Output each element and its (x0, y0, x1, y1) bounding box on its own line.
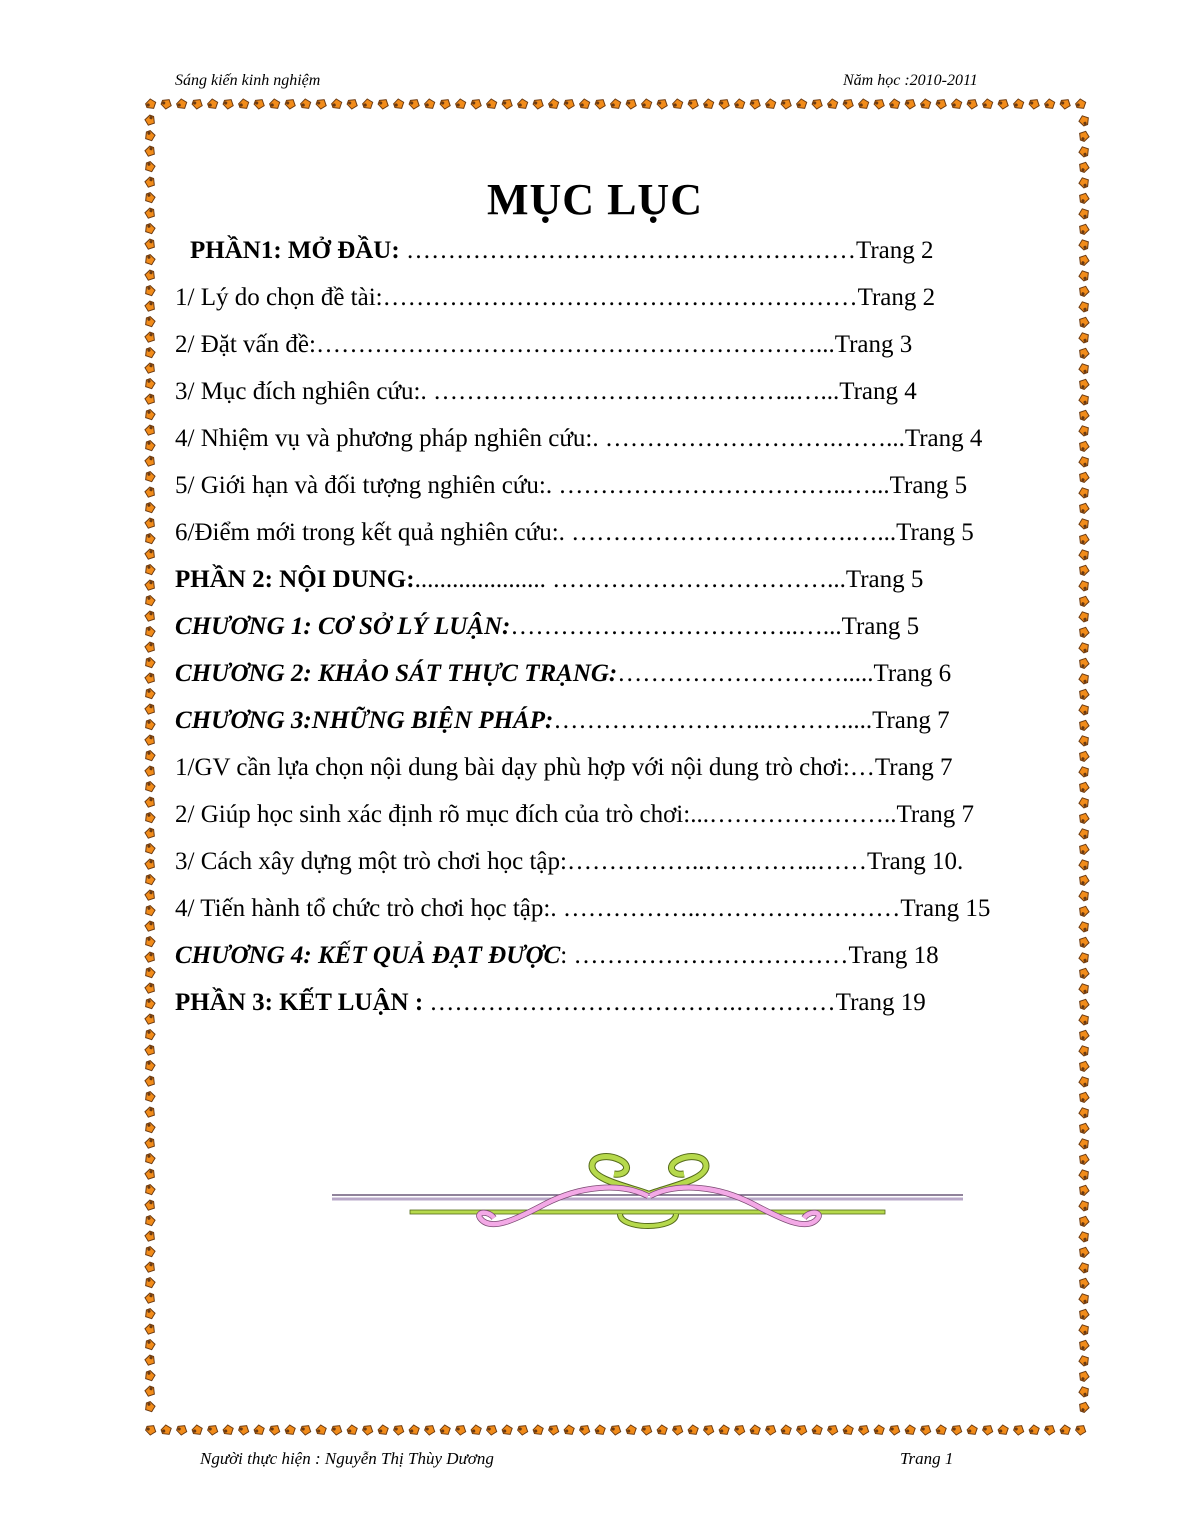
toc-entry-label: 6/Điểm mới trong kết quả nghiên cứu:. (175, 519, 565, 546)
toc-entry-dots: ………………………..... (617, 660, 874, 687)
header-doc-type: Sáng kiến kinh nghiệm (175, 72, 321, 89)
toc-entry-dots: ……………………………………..…... (426, 378, 840, 405)
toc-entry-label: 3/ Cách xây dựng một trò chơi học tập: (175, 848, 567, 875)
toc-entry-page: Trang 3 (834, 331, 913, 358)
toc-entry-label: PHẦN 2: NỘI DUNG: (175, 566, 415, 593)
toc-entry (175, 659, 951, 689)
toc-entry-page: Trang 18 (848, 942, 939, 969)
toc-entry-label: CHƯƠNG 3:NHỮNG BIỆN PHÁP: (175, 707, 554, 734)
toc-entry-dots: ………………………………………………… (382, 284, 858, 311)
toc-entry (175, 424, 982, 454)
toc-entry-dots: : …………………………… (560, 942, 849, 969)
toc-entry (175, 377, 917, 407)
footer-author: Người thực hiện : Nguyễn Thị Thùy Dương (200, 1449, 494, 1468)
toc-entry-label: 1/GV cần lựa chọn nội dung bài dạy phù hợp với nội dung trò chơi: (175, 754, 850, 781)
toc-entry-dots: ……………………………………………… (399, 237, 856, 264)
toc-entry (175, 800, 974, 830)
toc-entry-label: 2/ Giúp học sinh xác định rõ mục đích của trò chơi: (175, 801, 691, 828)
toc-entry-page: Trang 7 (896, 801, 975, 828)
toc-entry (175, 612, 919, 642)
toc-entry-label: 4/ Nhiệm vụ và phương pháp nghiên cứu:. (175, 425, 599, 452)
toc-entry-label: CHƯƠNG 2: KHẢO SÁT THỰC TRẠNG: (175, 660, 618, 687)
header-school-year: Năm học :2010-2011 (843, 72, 978, 89)
toc-entry (175, 283, 935, 313)
toc-entry-page: Trang 5 (845, 566, 924, 593)
toc-entry-page: Trang 2 (855, 237, 934, 264)
toc-entry-dots: ……………..…………..…… (566, 848, 867, 875)
toc-entry-dots: … (849, 754, 875, 781)
toc-entry-page: Trang 5 (841, 613, 920, 640)
toc-entry-dots: ...………………….. (690, 801, 897, 828)
toc-entry-label: 1/ Lý do chọn đề tài: (175, 284, 383, 311)
toc-entry (175, 565, 923, 595)
toc-entry-page: Trang 6 (873, 660, 952, 687)
toc-entry-page: Trang 10. (866, 848, 964, 875)
toc-entry-label: CHƯƠNG 1: CƠ SỞ LÝ LUẬN: (175, 613, 511, 640)
decorative-ornament (330, 1152, 965, 1247)
toc-entry (175, 847, 963, 877)
toc-entry-page: Trang 7 (874, 754, 953, 781)
toc-entry-dots: …………………………….…... (564, 519, 897, 546)
toc-entry (175, 988, 926, 1018)
toc-entry-page: Trang 5 (889, 472, 968, 499)
toc-entry-label: 4/ Tiến hành tổ chức trò chơi học tập:. (175, 895, 557, 922)
toc-entry-page: Trang 15 (900, 895, 991, 922)
toc-entry (175, 518, 974, 548)
toc-entry (175, 706, 950, 736)
toc-entry (175, 894, 990, 924)
toc-entry-dots: ……………..…………………… (556, 895, 901, 922)
toc-entry-dots: ……………………………………………………... (315, 331, 835, 358)
toc-entry-label: PHẦN1: MỞ ĐẦU: (190, 237, 400, 264)
toc-entry-page: Trang 19 (835, 989, 926, 1016)
toc-entry-page: Trang 5 (896, 519, 974, 546)
toc-entry-dots: ……………………….……... (598, 425, 905, 452)
toc-entry-dots: ..................... ……………………………... (414, 566, 846, 593)
toc-entry (175, 330, 912, 360)
footer-page-number: Trang 1 (900, 1449, 954, 1468)
toc-entry (175, 941, 939, 971)
scroll-ornament-icon (330, 1152, 965, 1242)
toc-entry-label: PHẦN 3: KẾT LUẬN : (175, 989, 424, 1016)
toc-entry-page: Trang 7 (872, 707, 950, 734)
page-title: MỤC LỤC (487, 175, 703, 224)
toc-entry-label: 5/ Giới hạn và đối tượng nghiên cứu:. (175, 472, 553, 499)
toc-entry-dots: ……………………..………..... (553, 707, 873, 734)
toc-entry-label: 2/ Đặt vấn đề: (175, 331, 316, 358)
toc-entry-label: 3/ Mục đích nghiên cứu:. (175, 378, 427, 405)
toc-entry (190, 236, 934, 266)
toc-entry-page: Trang 4 (904, 425, 983, 452)
toc-entry-dots: ……………………………..…... (552, 472, 890, 499)
toc-entry-label: CHƯƠNG 4: KẾT QUẢ ĐẠT ĐƯỢC (175, 942, 561, 969)
toc-entry (175, 471, 967, 501)
toc-entry-dots: ……………………………..…... (510, 613, 842, 640)
toc-entry-dots: ……………………………….………… (423, 989, 836, 1016)
toc-entry-page: Trang 4 (839, 378, 917, 405)
toc-entry-page: Trang 2 (857, 284, 936, 311)
toc-entry (175, 753, 952, 783)
